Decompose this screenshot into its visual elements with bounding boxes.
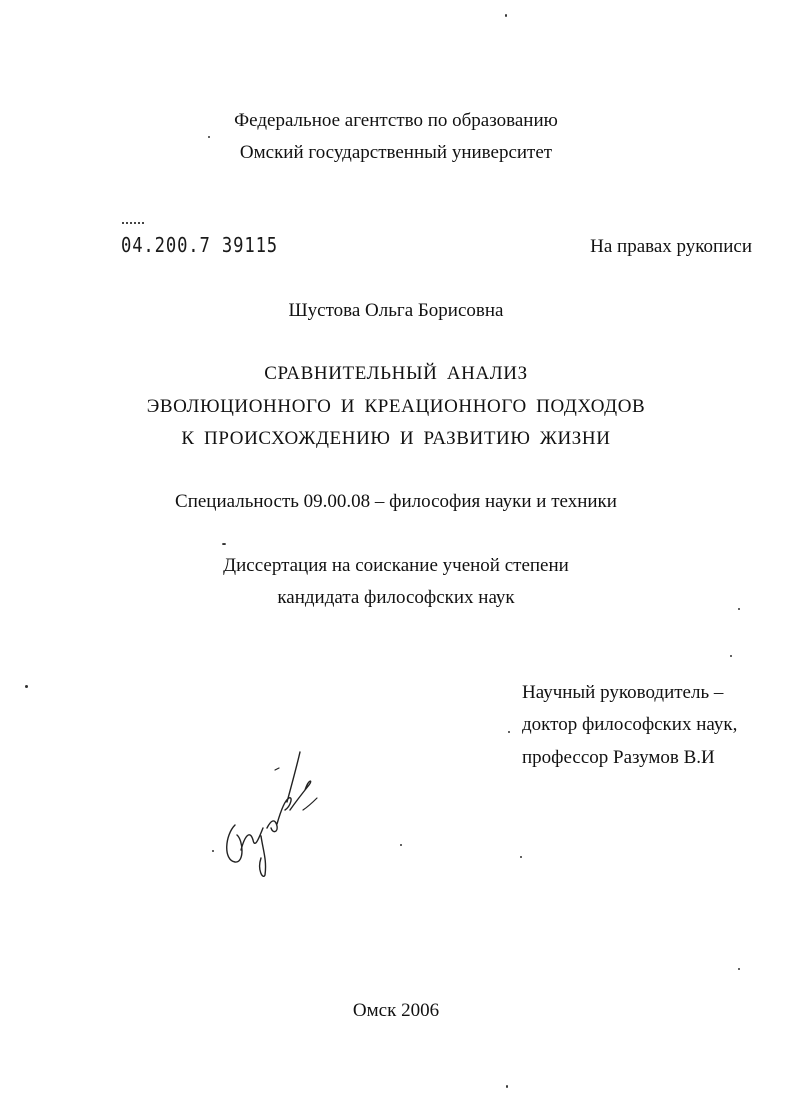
scan-speck [400, 844, 402, 846]
author-name: Шустова Ольга Борисовна [288, 300, 504, 321]
rights-note: На правах рукописи [590, 236, 752, 257]
advisor-line-1: Научный руководитель – [522, 682, 724, 703]
advisor-line-2: доктор философских наук, [522, 714, 738, 735]
scan-speck [730, 655, 732, 657]
scan-speck [25, 685, 28, 688]
handwritten-signature [205, 740, 320, 880]
scan-speck [208, 136, 210, 138]
scan-speck [738, 968, 740, 970]
title-line-1: СРАВНИТЕЛЬНЫЙ АНАЛИЗ [264, 363, 528, 384]
dissertation-line-1: Диссертация на соискание ученой степени [223, 555, 569, 576]
scan-speck [222, 543, 226, 545]
advisor-line-3: профессор Разумов В.И [522, 747, 715, 768]
title-line-2: ЭВОЛЮЦИОННОГО И КРЕАЦИОННОГО ПОДХОДОВ [146, 396, 646, 417]
specialty: Специальность 09.00.08 – философия науки и техники [175, 491, 617, 512]
scan-speck [738, 608, 740, 610]
dissertation-line-2: кандидата философских наук [277, 587, 515, 608]
title-line-3: К ПРОИСХОЖДЕНИЮ И РАЗВИТИЮ ЖИЗНИ [181, 428, 611, 449]
scan-speck [506, 1085, 508, 1088]
scan-speck [505, 14, 507, 17]
scan-speck [520, 856, 522, 858]
code-marks [122, 222, 144, 228]
city-year: Омск 2006 [352, 1000, 440, 1021]
agency-name: Федеральное агентство по образованию [234, 110, 558, 131]
scan-speck [212, 850, 214, 852]
scan-speck [508, 731, 510, 733]
registration-code: 04.200.7 39115 [121, 233, 279, 257]
university-name: Омский государственный университет [239, 142, 553, 163]
